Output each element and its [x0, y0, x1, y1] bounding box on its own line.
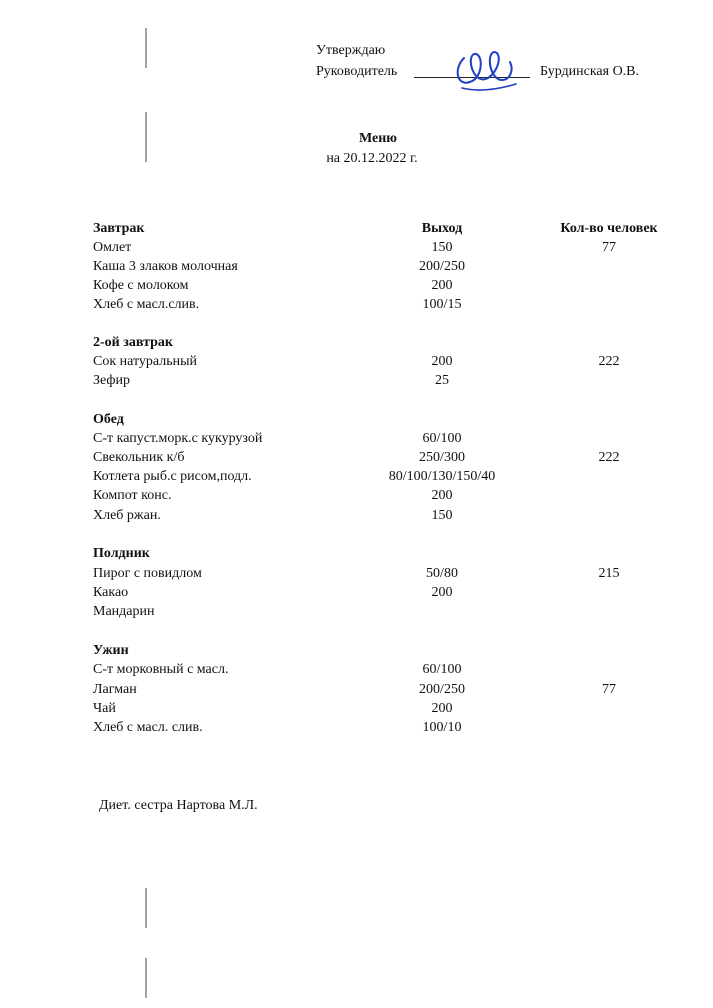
- dish-output: 200: [431, 354, 453, 369]
- scan-mark: [145, 112, 147, 162]
- manager-label: Руководитель: [316, 64, 398, 79]
- people-count: 77: [602, 682, 616, 697]
- dish-name: С-т капуст.морк.с кукурузой: [93, 431, 263, 446]
- people-count: 215: [598, 566, 620, 581]
- dish-name: Какао: [93, 585, 129, 600]
- meal-title: Ужин: [93, 643, 129, 658]
- dish-output: 60/100: [422, 431, 462, 446]
- meal-title: 2-ой завтрак: [93, 335, 173, 350]
- dish-name: Пирог с повидлом: [93, 566, 202, 581]
- dish-name: Лагман: [93, 682, 137, 697]
- dish-output: 150: [431, 240, 453, 255]
- menu-date: на 20.12.2022 г.: [326, 151, 418, 166]
- dish-name: Зефир: [93, 373, 130, 388]
- signature-image: [444, 40, 524, 100]
- dish-name: Компот конс.: [93, 488, 172, 503]
- dish-output: 200: [431, 701, 453, 716]
- dish-output: 100/15: [422, 297, 462, 312]
- people-count: 222: [598, 354, 620, 369]
- dish-output: 80/100/130/150/40: [388, 469, 496, 484]
- dish-name: Омлет: [93, 240, 132, 255]
- people-count: 222: [598, 450, 620, 465]
- page-title: Меню: [358, 131, 398, 146]
- dish-output: 50/80: [426, 566, 458, 581]
- dish-name: Кофе с молоком: [93, 278, 189, 293]
- dish-name: Мандарин: [93, 604, 155, 619]
- dish-output: 25: [435, 373, 449, 388]
- people-count: 77: [602, 240, 616, 255]
- column-output-header: Выход: [421, 221, 463, 236]
- dish-name: С-т морковный с масл.: [93, 662, 229, 677]
- dish-output: 200: [431, 278, 453, 293]
- dish-name: Котлета рыб.с рисом,подл.: [93, 469, 252, 484]
- dish-name: Хлеб ржан.: [93, 508, 161, 523]
- dish-name: Каша 3 злаков молочная: [93, 259, 238, 274]
- dish-output: 200: [431, 585, 453, 600]
- dish-name: Свекольник к/б: [93, 450, 185, 465]
- dish-name: Хлеб с масл.слив.: [93, 297, 200, 312]
- dietitian-signature-line: Диет. сестра Нартова М.Л.: [99, 798, 258, 813]
- dish-name: Хлеб с масл. слив.: [93, 720, 203, 735]
- column-dish-header: Завтрак: [93, 221, 145, 236]
- dish-output: 100/10: [422, 720, 462, 735]
- scan-mark: [145, 28, 147, 68]
- meal-title: Полдник: [93, 546, 150, 561]
- dish-output: 250/300: [419, 450, 465, 465]
- scan-mark: [145, 888, 147, 928]
- approve-label: Утверждаю: [316, 43, 386, 58]
- dish-name: Чай: [93, 701, 116, 716]
- dish-name: Сок натуральный: [93, 354, 198, 369]
- dish-output: 60/100: [422, 662, 462, 677]
- meal-title: Обед: [93, 412, 124, 427]
- scan-mark: [145, 958, 147, 998]
- column-people-header: Кол-во человек: [560, 221, 658, 236]
- dish-output: 200/250: [419, 682, 465, 697]
- manager-name: Бурдинская О.В.: [540, 64, 640, 79]
- dish-output: 200: [431, 488, 453, 503]
- dish-output: 150: [431, 508, 453, 523]
- dish-output: 200/250: [419, 259, 465, 274]
